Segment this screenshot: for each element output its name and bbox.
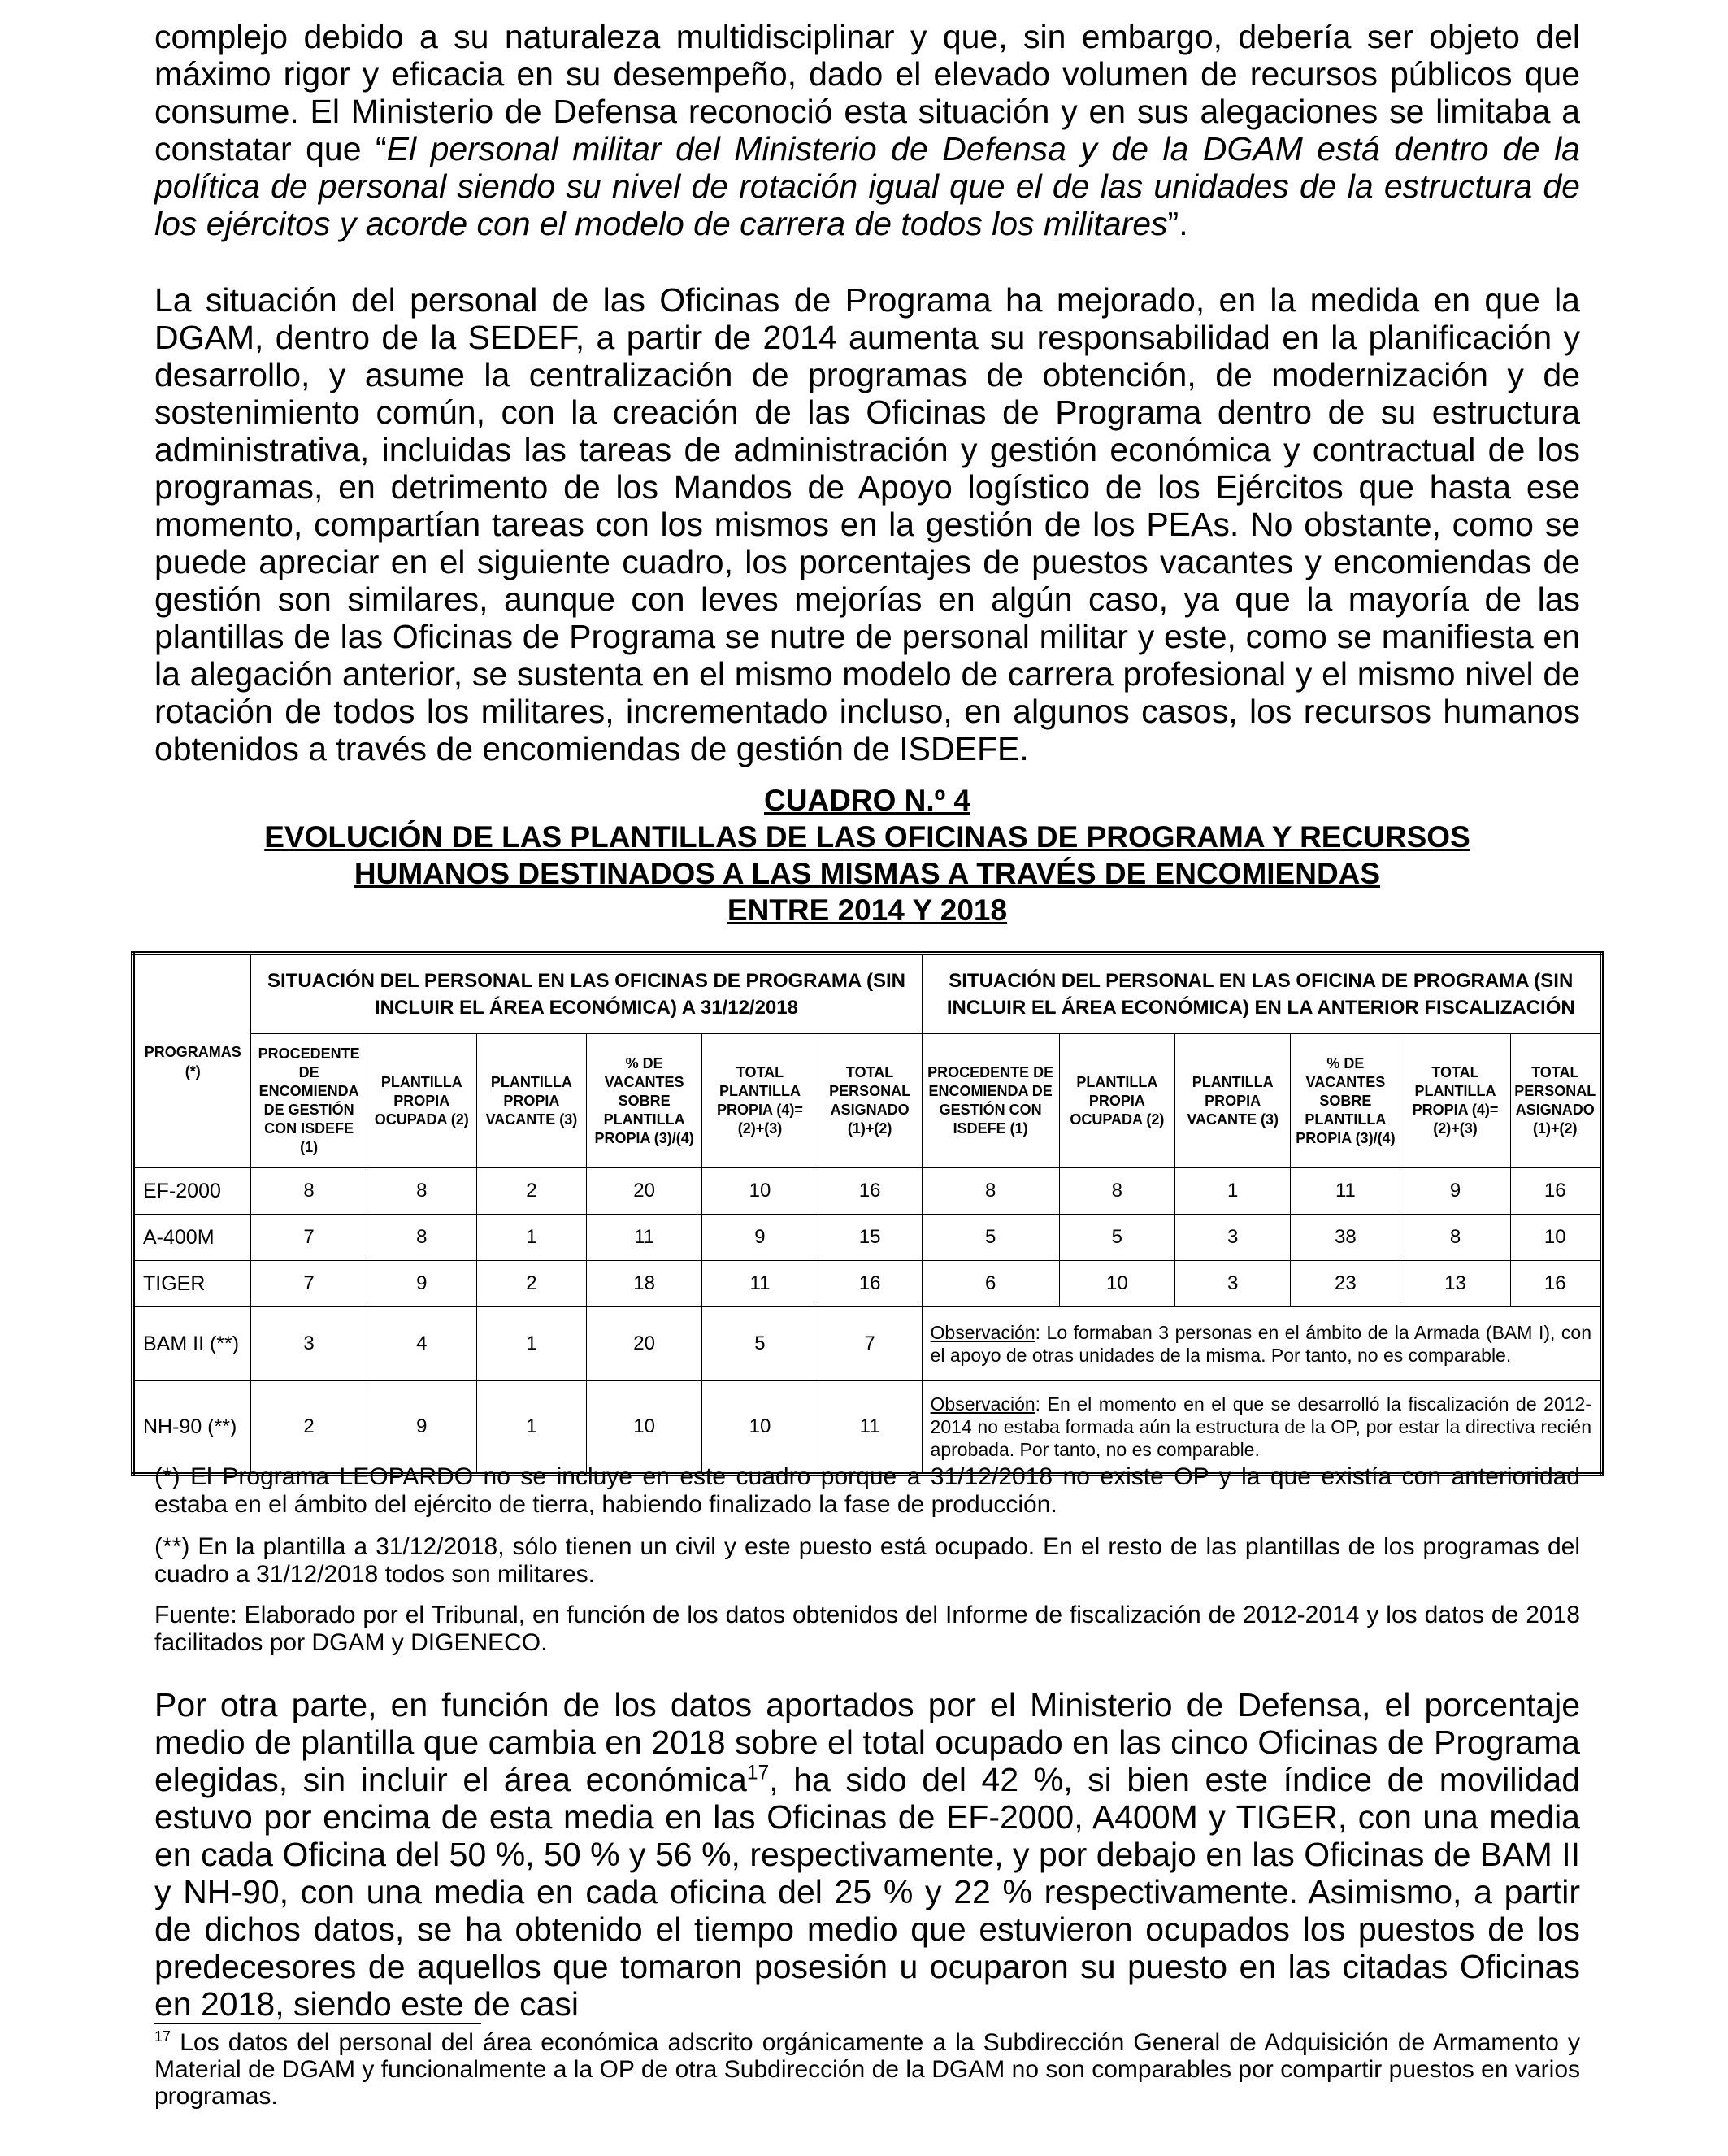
paragraph-1	[154, 18, 1580, 242]
table-row	[133, 1168, 1602, 1215]
col-header: PROCEDENTE DE ENCOMIENDA DE GESTIÓN CON ISDEFE (1)	[251, 1034, 367, 1168]
paragraph-3-text-start: Por otra parte, en función de los datos aportados por el Ministerio de Defensa, el porcentaje medio de plantilla que cambia en 2018 sobre el total ocupado en las cinco Oficinas de Programa elegidas, sin incluir el área económica	[154, 1686, 1580, 1798]
program-name: A-400M	[133, 1215, 251, 1261]
col-header: TOTAL PERSONAL ASIGNADO (1)+(2)	[1510, 1034, 1601, 1168]
table-cell: 16	[818, 1261, 922, 1307]
table-cell: 8	[251, 1168, 367, 1215]
footnote-number: 17	[154, 2028, 171, 2045]
paragraph-3	[154, 1686, 1580, 2023]
group-header-2018: SITUACIÓN DEL PERSONAL EN LAS OFICINAS DE PROGRAMA (SIN INCLUIR EL ÁREA ECONÓMICA) A 31/12/2018	[251, 954, 922, 1034]
table-cell: 10	[586, 1381, 701, 1475]
table-cell: 9	[367, 1381, 476, 1475]
program-name: TIGER	[133, 1261, 251, 1307]
table-row	[133, 1215, 1602, 1261]
table-note-1: (*) El Programa LEOPARDO no se incluye en este cuadro porque a 31/12/2018 no existe OP y la que existía con anterioridad estaba en el ámbito del ejército de tierra, habiendo finalizado la fase de producción.	[154, 1463, 1580, 1518]
table-title-line-4: ENTRE 2014 Y 2018	[727, 893, 1008, 927]
table-cell: 1	[476, 1215, 586, 1261]
table-wrapper	[131, 951, 1604, 1476]
table-cell: 13	[1400, 1261, 1510, 1307]
table-cell: 11	[702, 1261, 818, 1307]
paragraph-1-text-start: complejo debido a su naturaleza multidisciplinar y que, sin embargo, debería ser objeto del máximo rigor y eficacia en su desempeño, dado el elevado volumen de recursos públicos que consume. El Ministerio de Defensa reconoció esta situación y en sus alegaciones se limitaba a constatar que “	[154, 18, 1580, 167]
table-cell: 8	[922, 1168, 1059, 1215]
table-row	[133, 1381, 1602, 1475]
staffing-table	[131, 951, 1604, 1476]
table-cell: 38	[1291, 1215, 1400, 1261]
table-cell: 10	[1510, 1215, 1601, 1261]
table-cell: 11	[1291, 1168, 1400, 1215]
observation-cell	[922, 1381, 1601, 1475]
observation-label: Observación	[930, 1322, 1035, 1343]
table-cell: 6	[922, 1261, 1059, 1307]
col-header: PLANTILLA PROPIA VACANTE (3)	[1175, 1034, 1291, 1168]
col-header: PLANTILLA PROPIA VACANTE (3)	[476, 1034, 586, 1168]
program-name: EF-2000	[133, 1168, 251, 1215]
table-cell: 8	[1400, 1215, 1510, 1261]
table-source: Fuente: Elaborado por el Tribunal, en función de los datos obtenidos del Informe de fiscalización de 2012-2014 y los datos de 2018 facilitados por DGAM y DIGENECO.	[154, 1602, 1580, 1656]
table-cell: 10	[1059, 1261, 1174, 1307]
col-header: % DE VACANTES SOBRE PLANTILLA PROPIA (3)/(4)	[1291, 1034, 1400, 1168]
table-cell: 11	[586, 1215, 701, 1261]
table-note-2: (**) En la plantilla a 31/12/2018, sólo tienen un civil y este puesto está ocupado. En el resto de las plantillas de los programas del cuadro a 31/12/2018 todos son militares.	[154, 1533, 1580, 1588]
program-name: BAM II (**)	[133, 1307, 251, 1381]
table-cell: 7	[818, 1307, 922, 1381]
table-cell: 7	[251, 1215, 367, 1261]
table-row	[133, 1261, 1602, 1307]
table-cell: 1	[476, 1381, 586, 1475]
table-cell: 5	[702, 1307, 818, 1381]
table-cell: 9	[1400, 1168, 1510, 1215]
table-header-group-row	[133, 954, 1602, 1034]
table-cell: 4	[367, 1307, 476, 1381]
table-cell: 2	[251, 1381, 367, 1475]
programas-header: PROGRAMAS (*)	[133, 954, 251, 1168]
footnote-reference[interactable]: 17	[746, 1762, 770, 1784]
footnote-text: Los datos del personal del área económica adscrito orgánicamente a la Subdirección General de Adquisición de Armamento y Material de DGAM y funcionalmente a la OP de otra Subdirección de la DGAM no son comparables por compartir puestos en varios programas.	[154, 2029, 1580, 2110]
table-row	[133, 1307, 1602, 1381]
col-header: PLANTILLA PROPIA OCUPADA (2)	[367, 1034, 476, 1168]
table-title-line-2: EVOLUCIÓN DE LAS PLANTILLAS DE LAS OFICINAS DE PROGRAMA Y RECURSOS	[264, 820, 1470, 854]
table-cell: 5	[1059, 1215, 1174, 1261]
table-cell: 5	[922, 1215, 1059, 1261]
table-cell: 3	[251, 1307, 367, 1381]
table-cell: 3	[1175, 1261, 1291, 1307]
table-cell: 9	[702, 1215, 818, 1261]
table-cell: 10	[702, 1381, 818, 1475]
table-cell: 1	[476, 1307, 586, 1381]
table-cell: 23	[1291, 1261, 1400, 1307]
paragraph-2: La situación del personal de las Oficinas de Programa ha mejorado, en la medida en que la DGAM, dentro de la SEDEF, a partir de 2014 aumenta su responsabilidad en la planificación y desarrollo, y asume la centralización de programas de obtención, de modernización y de sostenimiento común, con la creación de las Oficinas de Programa dentro de su estructura administrativa, incluidas las tareas de administración y gestión económica y contractual de los programas, en detrimento de los Mandos de Apoyo logístico de los Ejércitos que hasta ese momento, compartían tareas con los mismos en la gestión de los PEAs. No obstante, como se puede apreciar en el siguiente cuadro, los porcentajes de puestos vacantes y encomiendas de gestión son similares, aunque con leves mejorías en algún caso, ya que la mayoría de las plantillas de las Oficinas de Programa se nutre de personal militar y este, como se manifiesta en la alegación anterior, se sustenta en el mismo modelo de carrera profesional y el mismo nivel de rotación de todos los militares, incrementado incluso, en algunos casos, los recursos humanos obtenidos a través de encomiendas de gestión de ISDEFE.	[154, 281, 1580, 767]
col-header: PROCEDENTE DE ENCOMIENDA DE GESTIÓN CON ISDEFE (1)	[922, 1034, 1059, 1168]
table-cell: 1	[1175, 1168, 1291, 1215]
table-title-line-3: HUMANOS DESTINADOS A LAS MISMAS A TRAVÉS DE ENCOMIENDAS	[354, 857, 1381, 890]
paragraph-3-text-end: , ha sido del 42 %, si bien este índice de movilidad estuvo por encima de esta media en las Oficinas de EF-2000, A400M y TIGER, con una media en cada Oficina del 50 %, 50 % y 56 %, respectivamente, y por debajo en las Oficinas de BAM II y NH-90, con una media en cada oficina del 25 % y 22 % respectivamente. Asimismo, a partir de dichos datos, se ha obtenido el tiempo medio que estuvieron ocupados los puestos de los predecesores de aquellos que tomaron posesión u ocuparon su puesto en las citadas Oficinas en 2018, siendo este de casi	[154, 1761, 1580, 2023]
table-cell: 8	[367, 1215, 476, 1261]
observation-text: : En el momento en el que se desarrolló la fiscalización de 2012-2014 no estaba formada aún la estructura de la OP, por estar la directiva recién aprobada. Por tanto, no es comparable.	[930, 1393, 1591, 1460]
table-cell: 11	[818, 1381, 922, 1475]
footnote-divider	[154, 2023, 481, 2024]
table-cell: 16	[1510, 1261, 1601, 1307]
paragraph-1-text-end: ”.	[1167, 205, 1188, 242]
table-title	[154, 782, 1580, 928]
col-header: TOTAL PERSONAL ASIGNADO (1)+(2)	[818, 1034, 922, 1168]
table-cell: 8	[1059, 1168, 1174, 1215]
table-cell: 16	[1510, 1168, 1601, 1215]
table-cell: 9	[367, 1261, 476, 1307]
col-header: % DE VACANTES SOBRE PLANTILLA PROPIA (3)/(4)	[586, 1034, 701, 1168]
paragraph-1-quote: El personal militar del Ministerio de Defensa y de la DGAM está dentro de la política de personal siendo su nivel de rotación igual que el de las unidades de la estructura de los ejércitos y acorde con el modelo de carrera de todos los militares	[154, 130, 1580, 242]
group-header-previous: SITUACIÓN DEL PERSONAL EN LAS OFICINA DE PROGRAMA (SIN INCLUIR EL ÁREA ECONÓMICA) EN LA ANTERIOR FISCALIZACIÓN	[922, 954, 1601, 1034]
table-cell: 15	[818, 1215, 922, 1261]
observation-cell	[922, 1307, 1601, 1381]
table-cell: 7	[251, 1261, 367, 1307]
program-name: NH-90 (**)	[133, 1381, 251, 1475]
col-header: TOTAL PLANTILLA PROPIA (4)=(2)+(3)	[1400, 1034, 1510, 1168]
observation-label: Observación	[930, 1393, 1035, 1415]
observation-text: : Lo formaban 3 personas en el ámbito de la Armada (BAM I), con el apoyo de otras unidades de la misma. Por tanto, no es comparable.	[930, 1322, 1591, 1366]
table-cell: 2	[476, 1168, 586, 1215]
table-cell: 10	[702, 1168, 818, 1215]
table-title-line-1: CUADRO N.º 4	[763, 784, 971, 817]
table-cell: 16	[818, 1168, 922, 1215]
table-cell: 20	[586, 1168, 701, 1215]
table-cell: 18	[586, 1261, 701, 1307]
table-header-column-row	[133, 1034, 1602, 1168]
table-cell: 3	[1175, 1215, 1291, 1261]
col-header: TOTAL PLANTILLA PROPIA (4)=(2)+(3)	[702, 1034, 818, 1168]
table-cell: 2	[476, 1261, 586, 1307]
footnote	[154, 2029, 1580, 2110]
table-cell: 8	[367, 1168, 476, 1215]
col-header: PLANTILLA PROPIA OCUPADA (2)	[1059, 1034, 1174, 1168]
table-cell: 20	[586, 1307, 701, 1381]
